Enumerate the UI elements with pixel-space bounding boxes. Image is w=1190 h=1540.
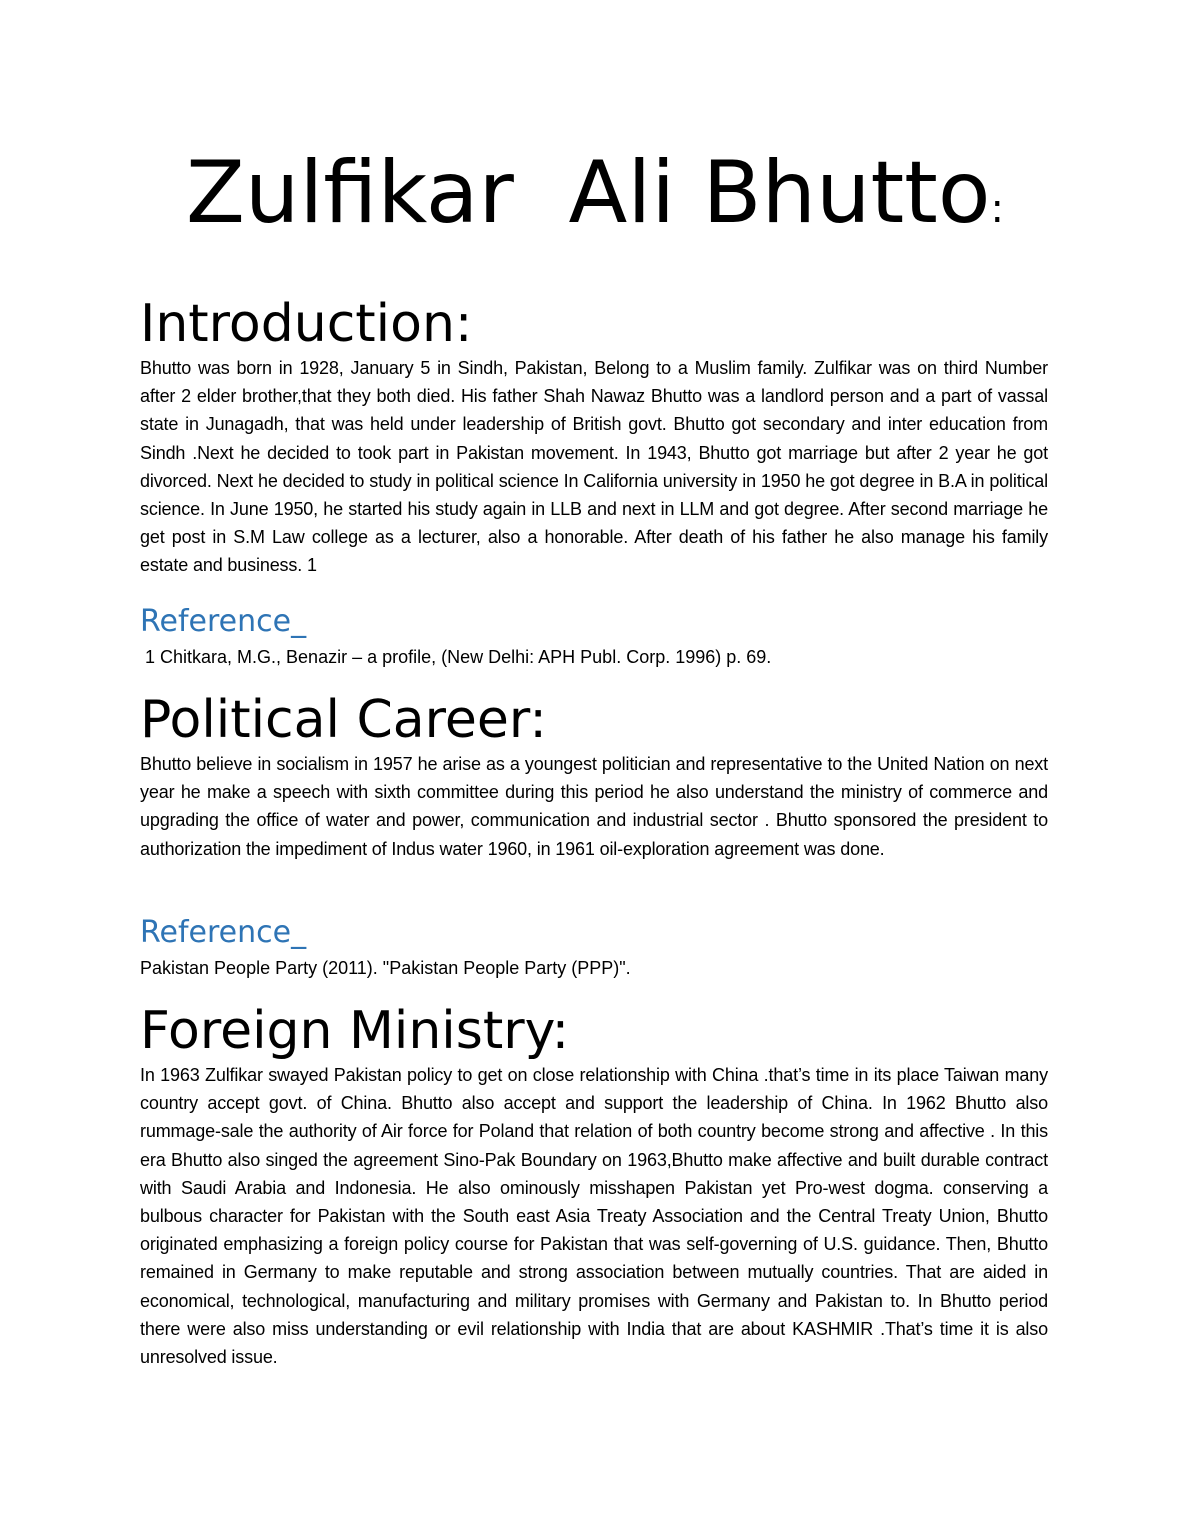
reference-heading-political-career: Reference_	[140, 915, 307, 950]
reference-text-political-career: Pakistan People Party (2011). "Pakistan People Party (PPP)".	[140, 958, 631, 978]
heading-introduction: Introduction:	[140, 294, 473, 354]
reference-heading-introduction: Reference_	[140, 604, 307, 639]
title-text: Zulfikar Ali Bhutto	[185, 143, 991, 243]
heading-political-career: Political Career:	[140, 690, 547, 750]
heading-foreign-ministry: Foreign Ministry:	[140, 1001, 570, 1061]
title-colon: :	[990, 186, 1004, 232]
foreign-ministry-paragraph: In 1963 Zulfikar swayed Pakistan policy to get on close relationship with China .that’s time in its place Taiwan many country accept govt. of China. Bhutto also accept and support the leadership of China. In 1962 Bhutto also rummage-sale the authority of Air force for Poland that relation of both country become strong and affective . In this era Bhutto also singed the agreement Sino-Pak Boundary on 1963,Bhutto make affective and built durable contract with Saudi Arabia and Indonesia. He also ominously misshapen Pakistan yet Pro-west dogma. conserving a bulbous character for Pakistan with the South east Asia Treaty Association and the Central Treaty Union, Bhutto originated emphasizing a foreign policy course for Pakistan that was self-governing of U.S. guidance. Then, Bhutto remained in Germany to make reputable and strong association between mutually countries. That are aided in economical, technological, manufacturing and military promises with Germany and Pakistan to. In Bhutto period there were also miss understanding or evil relationship with India that are about KASHMIR .That’s time it is also unresolved issue.	[140, 1065, 1048, 1368]
reference-text-introduction: 1 Chitkara, M.G., Benazir – a profile, (New Delhi: APH Publ. Corp. 1996) p. 69.	[140, 647, 772, 667]
introduction-paragraph: Bhutto was born in 1928, January 5 in Sindh, Pakistan, Belong to a Muslim family. Zulfikar was on third Number after 2 elder brother,that they both died. His father Shah Nawaz Bhutto was a landlord person and a part of vassal state in Junagadh, that was held under leadership of British govt. Bhutto got secondary and inter education from Sindh .Next he decided to took part in Pakistan movement. In 1943, Bhutto got marriage but after 2 year he got divorced. Next he decided to study in political science In California university in 1950 he got degree in B.A in political science. In June 1950, he started his study again in LLB and next in LLM and got degree. After second marriage he get post in S.M Law college as a lecturer, also a honorable. After death of his father he also manage his family estate and business. 1	[140, 358, 1048, 576]
political-career-paragraph: Bhutto believe in socialism in 1957 he arise as a youngest politician and representative to the United Nation on next year he make a speech with sixth committee during this period he also understand the ministry of commerce and upgrading the office of water and power, communication and industrial sector . Bhutto sponsored the president to authorization the impediment of Indus water 1960, in 1961 oil-exploration agreement was done.	[140, 754, 1048, 859]
document-title	[0, 138, 1190, 264]
